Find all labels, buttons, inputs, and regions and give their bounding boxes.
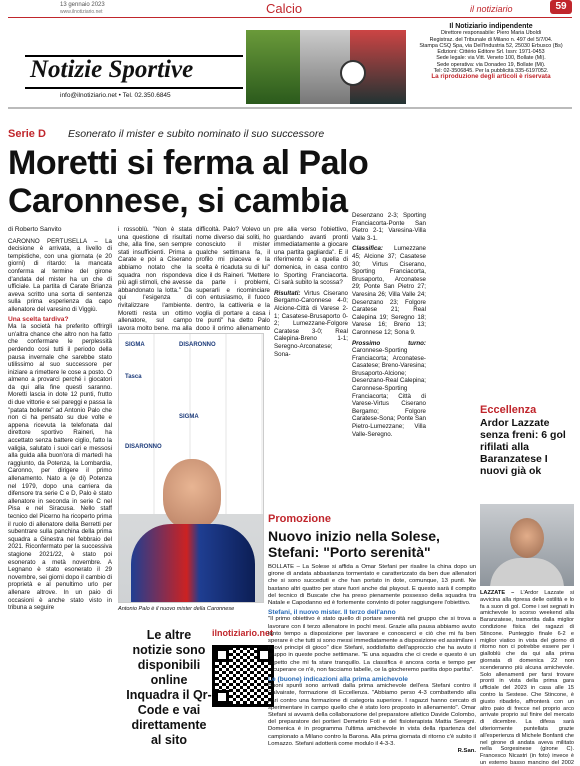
article-text: Ma la società ha preferito offrirgli un'altra chance che altro non ha fatto che confermare le perplessità perdendo così tutti il periodo della pausa invernale che sarebbe stato utilissimo al suo successore per iniziare a rimettere le cose a posto. O almeno a provarci perché i giocatori da qui alla fine questi saranno. Moretti lascia in dote 12 punti, frutto di due vittorie e sei pareggi e passa la "patata bollente" ad Antonio Palo che non ci ha pensato su due volte e appena ricevuta la telefonata dal direttore sportivo Raineri, ha accettato senza battere ciglio, fatto la valigia, salutato i suoi cari e messosi alla guida alla buon'ora di martedì ha raggiunto, da Potenza, la Lombardia, Caronno, per dirigere il primo allenamento. Nato a (e di) Potenza nel 1979, dopo una carriera da difensore tra serie C e D, Palo è stato allenatore in seconda in serie C nel Pisa e nel Siracusa. Nello staff tecnico del Picerno ha ricoperto prima il ruolo di allenatore della Berretti per subentrare sulla panchina della prima squadra a Ginestra nel febbraio del 2021. Riconfermato per la successiva stagione 2021/22, è stato poi esonerato a metà novembre. A Legnano è stato esonerato il 29 novembre, sei giorni dopo il cambio di proprietà e al penultimo urlo per allenare altrove. In un paio di occasioni è anche stato visto in tribuna a seguire (8, 323, 112, 612)
results-label: Risultati: (274, 289, 301, 297)
article-column-1 (8, 226, 112, 766)
player-shirt (490, 558, 564, 586)
publisher-info (408, 24, 574, 81)
main-kicker-subtitle: Esonerato il mister e subito nominato il suo successore (68, 128, 325, 140)
player-face (510, 518, 544, 558)
promozione-headline: Nuovo inizio nella Solese, Stefani: "Porto serenità" (268, 528, 440, 560)
masthead-title: Notizie Sportive (30, 56, 194, 83)
results-text: Virtus Ciserano Bergamo-Caronnese 4-0; Alcione-Città di Varese 2-1; Casatese-Brusaporto 0-2; Lumezzane-Folgore Caratese 3-0; Real Calepina-Breno 1-1; Seregno-Arconatese; Sona- (274, 289, 348, 358)
standings-text: Lumezzane 45; Alcione 37; Casatese 30; Virtus Ciserano, Sporting Franciacorta, Brusaporto, Arconatese 29; Ponte San Pietro 27; Varesina 26; Villa Valle 24; Desenzano 23; Folgore Caratese 21; Real Calepina 19; Seregno 18; Varese 16; Breno 13; Caronnese 12; Sona 9. (352, 245, 426, 336)
article-subheading: Una scelta tardiva? (8, 315, 69, 323)
sidebar-headline: Ardor Lazzate senza freni: 6 gol rifilati alla Baranzatese I nuovi già ok (480, 417, 566, 477)
standings-label: Classifica: (352, 245, 383, 253)
article-text: "Il primo obiettivo è stato quello di portare serenità nel gruppo che si trova a lavorare con il terzo allenatore in pochi mesi. Grazie alla pausa abbiamo avuto tanto tempo a disposizione per lavorare e conoscerci e ciò che mi fa ben sperare è che tutti si sono messi immediatamente a disposizione ed assimilare i nuovi principi di gioco" dice Stefani, soddisfatto dell'approccio che ha avuto il gruppo in queste poche settimane. "E una squadra che ci crede e questo è un aspetto che mi fa stare tranquillo. La classifica è ancora corta e tempo per recuperare ce n'è, non facciamo tabelle, ce la giocheremo partita dopo partita". (268, 616, 476, 673)
main-headline: Moretti si ferma al Palo Caronnese, si cambia (8, 144, 369, 220)
sidebar-body (480, 590, 574, 766)
promo-site-link[interactable]: ilnotiziario.net (212, 628, 274, 638)
publisher-info-line: Edizioni: Cittério Editore Srl. Issn: 1971-0453 (437, 49, 545, 56)
sponsor-logo: SIGMA (125, 342, 145, 348)
qr-code-icon[interactable] (212, 645, 274, 707)
qr-finder (215, 648, 229, 662)
coach-photo (118, 333, 264, 603)
article-signature: R.San. (457, 748, 476, 755)
publisher-info-line: Sede operativa: via Donadeo 19, Bollate (Mi). (436, 61, 546, 68)
qr-finder (215, 690, 229, 704)
sponsor-logo: DISARONNO (179, 342, 216, 348)
byline: di Roberto Sanvito (8, 226, 62, 233)
next-round-text: Caronnese-Sporting Franciacorta; Arconatese-Casatese; Breno-Varesina; Brusaporto-Alcione; Desenzano-Real Calepina; Caronnese-Sporting Franciacorta; Città di Varese-Virtus Ciserano Bergamo; Folgore Caratese-Sona; Ponte San Pietro-Lumezzane; Villa Valle-Seregno. (352, 347, 426, 438)
article-text: BOLLATE – La Solese si affida a Omar Stefani per risalire la china dopo un girone di andata abbastanza tormentato e caratterizzato da ben due allenatori che si sono succeduti e che han portato in dote, comunque, 13 punti. Ne bastano altri quattro per stare fuori anche dai playout. E questo sarà il compito del tecnico di Buscate che ha preso pienamente possesso della squadra tra Natale e Capodanno ed è fortemente convinto di poter raggiungere l'obiettivo. (268, 564, 476, 607)
photo-caption: Antonio Palo è il nuovo mister della Caronnese (118, 606, 235, 612)
player-photo (480, 504, 574, 586)
sponsor-logo: SIGMA (179, 414, 199, 420)
article-text: Buoni spunti sono arrivati dalla prima amichevole dell'era Stefani contro il Calvairate, formazione di Eccellenza. "Abbiamo perso 4-3 combattendo alla pari contro una formazione di categoria superiore. I ragazzi hanno cercato di sperimentare in campo quello che è stato loro proposto in allenamento". Omar Stefani si avvarrà della collaborazione del preparatore atletico Davide Colombo, del preparatore dei portieri Demetrio Foti e del fisioterapista Mattia Seregni. Domenica è in programma l'ultima amichevole in vista della ripartenza del campionato a Milano contro la Barona. Alla prima giornata di ritorno c'è subito il Lomazzo. Stefani adotterà come modulo il 4-3-3. (268, 683, 476, 747)
coach-jacket (131, 524, 255, 603)
masthead-contacts: info@ilnotiziario.net • Tel. 02.350.6845 (60, 92, 171, 99)
article-column-4 (274, 226, 348, 506)
article-text: L'Ardor Lazzate si avvicina alla ripresa delle ostilità e lo fa a suon di gol. Come i sei segnati in amichevole lo scorso weekend alla Baranzatese, tramortita dalla miglior condizione fisica dei ragazzi di Stincone. Punteggio finale 6-2 e miglior viatico in vista del giorno di ritorno non ci potrebbe essere per i gialloblù che da qui alla prima giornata di domenica 22 non scenderanno più alcuna amichevole. Solo allenamenti per farsi trovare pronti in vista della prima gara ufficiale del 2023 in casa alle 15 contro la Sestese. Che Stincone, è giusto ribadirlo, affronterà con un altro paio di frecce nel proprio arco arrivate proprio sul finire del mercato di dicembre. La difesa sarà ulteriormente puntellata grazie all'esperienza di Michele Bonfanti che nel girone di andata aveva militato nella Sorgesinese (girone C). Francesco Nicastri (in foto) invece è un esterno basso mancino del 2002 (480, 590, 574, 766)
issue-date: 13 gennaio 2023 (60, 2, 105, 8)
site-url[interactable]: www.ilnotiziario.net (60, 9, 103, 15)
promozione-body (268, 564, 476, 764)
main-kicker: Serie D (8, 128, 46, 140)
article-text: difficoltà. Palo? Volevo un nome diverso dai soliti, ho conosciuto il mister qualche settimana fa, il profilo mi piaceva e la scelta è ricaduta su di lui" dice il ds Raineri. "Mettere da parte i problemi, superarli e ricominciare con entusiasmo, il fuoco dentro, la cattiveria e la voglia di portare a casa i tre punti" ha detto Palo dopo il primo allenamento (196, 226, 270, 330)
next-round-block (352, 340, 426, 439)
masthead-divider (8, 107, 572, 109)
article-subheading: Stefani, il nuovo mister. Il terzo dell'anno (268, 609, 396, 617)
sidebar-kicker: Eccellenza (480, 404, 537, 416)
article-text: Desenzano 2-3; Sporting Franciacorta-Ponte San Pietro 2-1; Varesina-Villa Valle 3-1. (352, 212, 426, 242)
standings-block (352, 245, 426, 336)
article-column-2 (118, 226, 192, 330)
brand-name: il notiziario (470, 4, 513, 14)
top-divider (8, 17, 572, 18)
masthead-photo-green (246, 30, 301, 104)
football-icon (340, 60, 366, 86)
promo-text: Le altre notizie sono disponibili online Inquadra il Qr-Code e vai direttamente al sito (126, 628, 212, 747)
promozione-kicker: Promozione (268, 513, 331, 525)
article-column-5 (352, 212, 426, 506)
article-text: pre alla verso l'obiettivo, guardando avanti pronti immediatamente a giocare una partita gagliarda". E il riferimento è a quella di domenica, in casa contro lo Sporting Franciacorta. Ci sarà subito la scossa? (274, 226, 348, 287)
article-column-3 (196, 226, 270, 330)
section-title: Calcio (266, 1, 303, 16)
results-block (274, 290, 348, 358)
publisher-info-line: Stampa CSQ Spa, via Dell'Industria 52, 25030 Erbusco (Bs) (419, 42, 563, 49)
article-subheading: Le (buone) indicazioni alla prima amichevole (268, 676, 408, 684)
article-text: CARONNO PERTUSELLA – La decisione è arrivata, a livello di tempistiche, con una giornata (e 20 giorni) di ritardo: la mancata conferma al termine del girone d'andata del mister ha un che di ufficiale. La partita di Carate Brianza aveva scritto una sorta di sentenza sulla prima esperienza da capo allenatore del varesino di Viggiù. (8, 237, 112, 313)
publisher-info-title: Il Notiziario indipendente (449, 23, 533, 30)
publisher-info-line: Direttore responsabile: Piero Maria Uboldi (440, 30, 542, 37)
sidebar-body-lead: LAZZATE – (480, 590, 515, 596)
sponsor-logo: DISARONNO (125, 444, 162, 450)
next-round-label: Prossimo turno: (352, 339, 426, 347)
publisher-info-line: Sede legale: via Vitt. Veneto 100, Bollate (Mi). (436, 55, 546, 62)
publisher-info-line: Tel: 02-3506845. Per la pubblicità 335-6197052. (433, 68, 549, 75)
sponsor-logo: Tasca (125, 374, 142, 380)
publisher-info-footer: La riproduzione degli articoli è riservata (431, 73, 551, 81)
coach-face (163, 459, 221, 529)
article-text: i rossoblù. "Non è stata una questione di risultati che, alla fine, sen sempre stati insufficienti. Prima a Carate e poi a Ciserano abbiamo notato che la squadra non rispondeva più agli stimoli, che avesse abbandonato la lotta." Da qui l'esigenza di rivitalizzare l'ambiente. Moretti resta un ottimo allenatore, sul campo lavora molto bene, ma alla (118, 226, 192, 330)
publisher-info-line: Registraz. del Tribunale di Milano n. 497 del 5/7/04. (429, 36, 553, 43)
page-number: 59 (550, 0, 572, 14)
